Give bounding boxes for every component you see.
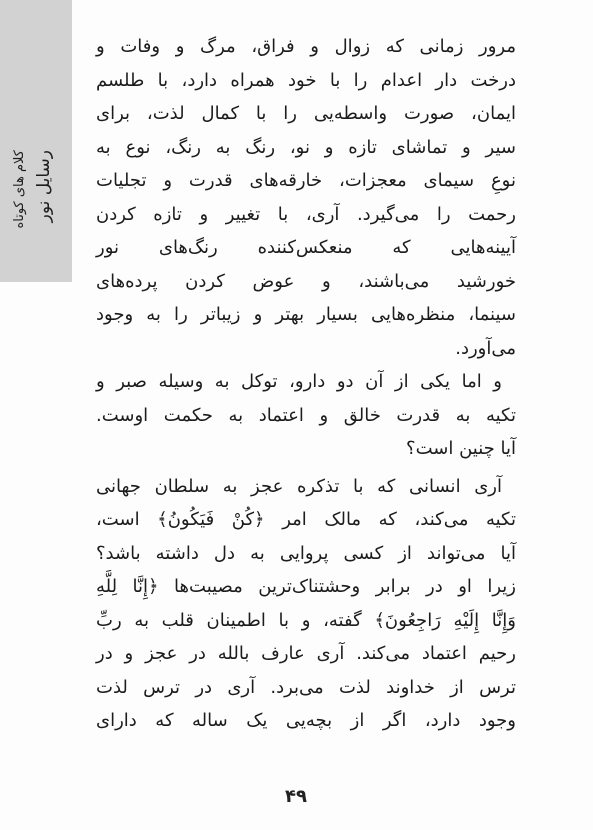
text-line: آیا چنین است؟ xyxy=(406,438,516,459)
text-line: آیا می‌تواند از کسی پروایی به دل داشته باشد؟ xyxy=(96,542,516,564)
text-line: وجود دارد، اگر از بچه‌یی یک ساله که دارای xyxy=(96,710,516,731)
text-line: تکیه می‌کند، که مالک امر ﴿كُنْ فَيَكُونُ﴾ است، xyxy=(96,509,516,530)
text-line: و اما یکی از آن دو دارو، توکل به وسیله صبر و xyxy=(96,371,502,392)
text-line: سینما، منظره‌هایی بسیار بهتر و زیباتر را به وجود xyxy=(96,304,516,325)
text-line: سیر و تماشای تازه و نو، رنگ به رنگ، نوع به xyxy=(96,136,516,158)
text-line: خورشید می‌باشند، و عوض کردن پرده‌های xyxy=(96,270,516,292)
text-line: ایمان، صورت واسطه‌یی را با کمال لذت، برای xyxy=(96,103,516,124)
text-line: آیینه‌هایی که منعکس‌کننده رنگ‌های نور xyxy=(96,237,516,258)
body-text xyxy=(96,30,516,738)
text-line: زیرا او در برابر وحشتناک‌ترین مصیبت‌ها ﴿إِنَّا لِلَّهِ xyxy=(96,576,516,597)
text-line: رحیم اعتماد می‌کند. آری عارف بالله در عجز و در xyxy=(96,643,516,664)
text-line: رحمت را می‌گیرد. آری، با تغییر و تازه کردن xyxy=(96,203,516,225)
text-line: درخت دار اعدام را با خود همراه دارد، با طلسم xyxy=(96,69,516,91)
paragraph-2 xyxy=(96,365,516,466)
text-line: می‌آورد. xyxy=(455,337,516,359)
text-line: نوعِ سیمای معجزات، خارقه‌های قدرت و تجلیات xyxy=(96,170,516,191)
paragraph-3 xyxy=(96,470,516,738)
text-line: ترس از خداوند لذت می‌برد. آری در ترس لذت xyxy=(96,676,516,698)
paragraph-1 xyxy=(96,30,516,365)
side-tab-titles xyxy=(4,150,68,274)
chapter-side-tab xyxy=(0,0,72,282)
book-title: رسایل نور xyxy=(34,150,54,223)
text-line: مرور زمانی که زوال و فراق، مرگ و وفات و xyxy=(96,36,516,57)
text-line: تکیه به قدرت خالق و اعتماد به حکمت اوست. xyxy=(96,404,516,426)
book-subtitle: کلام های کوتاه xyxy=(12,150,27,229)
page-number: ۴۹ xyxy=(285,786,307,807)
text-line: آری انسانی که با تذکره عجز به سلطان جهانی xyxy=(96,475,502,497)
text-line: وَإِنَّا إِلَيْهِ رَاجِعُونَ﴾ گفته، و با اطمینان قلب به ربِّ xyxy=(96,609,516,631)
